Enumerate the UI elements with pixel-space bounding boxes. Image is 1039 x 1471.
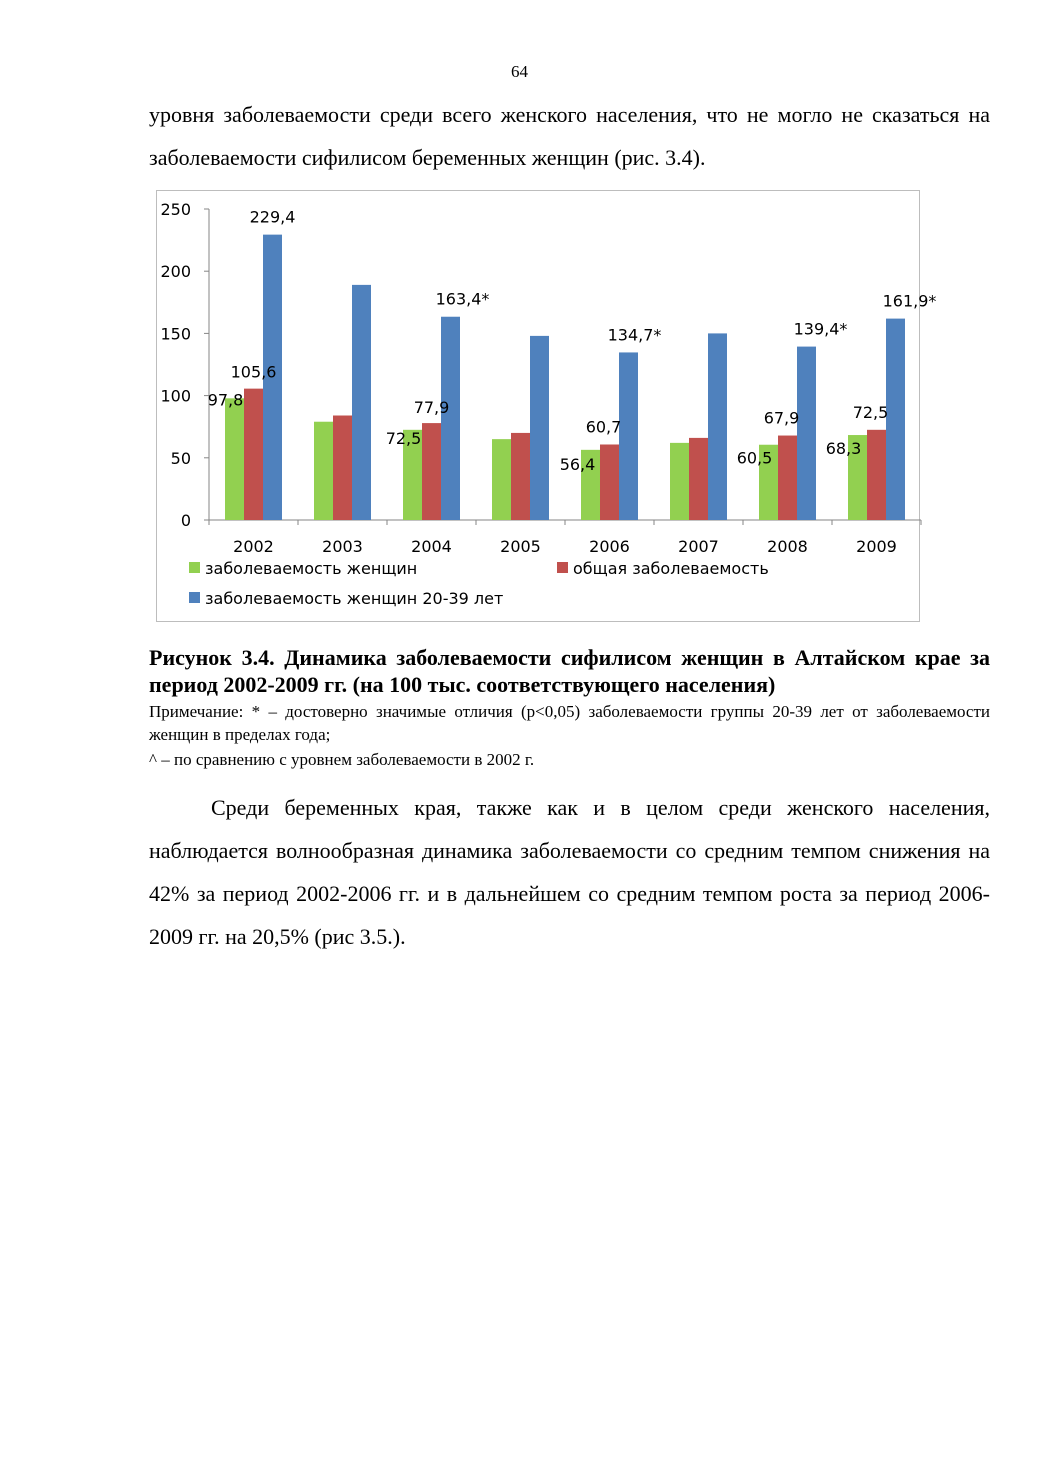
bar [422,423,441,520]
y-tick-label: 100 [160,386,191,406]
figure-note: Примечание: * – достоверно значимые отличия (p<0,05) заболеваемости группы 20-39 лет от заболеваемости женщин в пределах года; [149,702,990,744]
x-tick-label: 2009 [856,537,897,556]
x-tick-label: 2005 [500,537,541,556]
legend-swatch [557,562,568,573]
page-number: 64 [511,62,528,81]
legend-label: заболеваемость женщин 20-39 лет [205,589,504,608]
data-label: 68,3 [825,439,862,459]
data-label: 229,4 [249,207,296,227]
bar [244,389,263,520]
data-label: 56,4 [559,454,596,474]
data-label: 72,5 [385,428,422,448]
bar [778,436,797,520]
bar-chart [157,191,937,623]
x-tick-label: 2002 [233,537,274,556]
x-tick-label: 2003 [322,537,363,556]
data-label: 72,5 [852,402,889,422]
figure-note-2: ^ – по сравнению с уровнем заболеваемости в 2002 г. [149,750,535,769]
y-tick-label: 250 [160,200,191,219]
legend-label: заболеваемость женщин [205,559,418,578]
data-label: 60,5 [736,448,773,468]
data-label: 67,9 [763,408,800,428]
legend-swatch [189,592,200,603]
data-label: 105,6 [230,362,277,382]
bar [708,333,727,520]
data-label: 77,9 [413,398,450,418]
legend-label: общая заболеваемость [573,559,769,578]
paragraph-top: уровня заболеваемости среди всего женского населения, что не могло не сказаться на заболеваемости сифилисом беременных женщин (рис. 3.4). [149,102,990,170]
bar [314,422,333,520]
y-tick-label: 200 [160,262,191,282]
bar [225,398,244,520]
data-label: 60,7 [585,417,622,437]
bar [511,433,530,520]
bar [333,416,352,520]
chart-frame [156,190,937,622]
bar [619,352,638,520]
bar [441,317,460,520]
y-tick-label: 0 [180,511,191,530]
paragraph-bottom: Среди беременных края, также как и в целом среди женского населения, наблюдается волнообразная динамика заболеваемости со средним темпом снижения на 42% за период 2002-2006 гг. и в дальнейшем со средним темпом роста за период 2006-2009 гг. на 20,5% (рис 3.5.). [149,795,990,949]
y-tick-label: 150 [160,324,191,344]
figure-caption: Рисунок 3.4. Динамика заболеваемости сифилисом женщин в Алтайском крае за период 2002-2009 гг. (на 100 тыс. соответствующего населения) [149,645,990,697]
x-tick-label: 2004 [411,537,452,556]
bar [689,438,708,520]
bar [886,319,905,520]
bar [600,444,619,520]
data-label: 97,8 [207,390,244,410]
legend-swatch [189,562,200,573]
x-tick-label: 2007 [678,537,719,556]
data-label: 139,4* [793,319,848,339]
bar [867,430,886,520]
bar [492,439,511,520]
bar [352,285,371,520]
bar [670,443,689,520]
y-tick-label: 50 [170,448,191,468]
data-label: 163,4* [435,289,490,309]
data-label: 134,7* [607,325,662,345]
bar [530,336,549,520]
data-label: 161,9* [882,291,937,311]
x-tick-label: 2006 [589,537,630,556]
bar [797,347,816,520]
x-tick-label: 2008 [767,537,808,556]
